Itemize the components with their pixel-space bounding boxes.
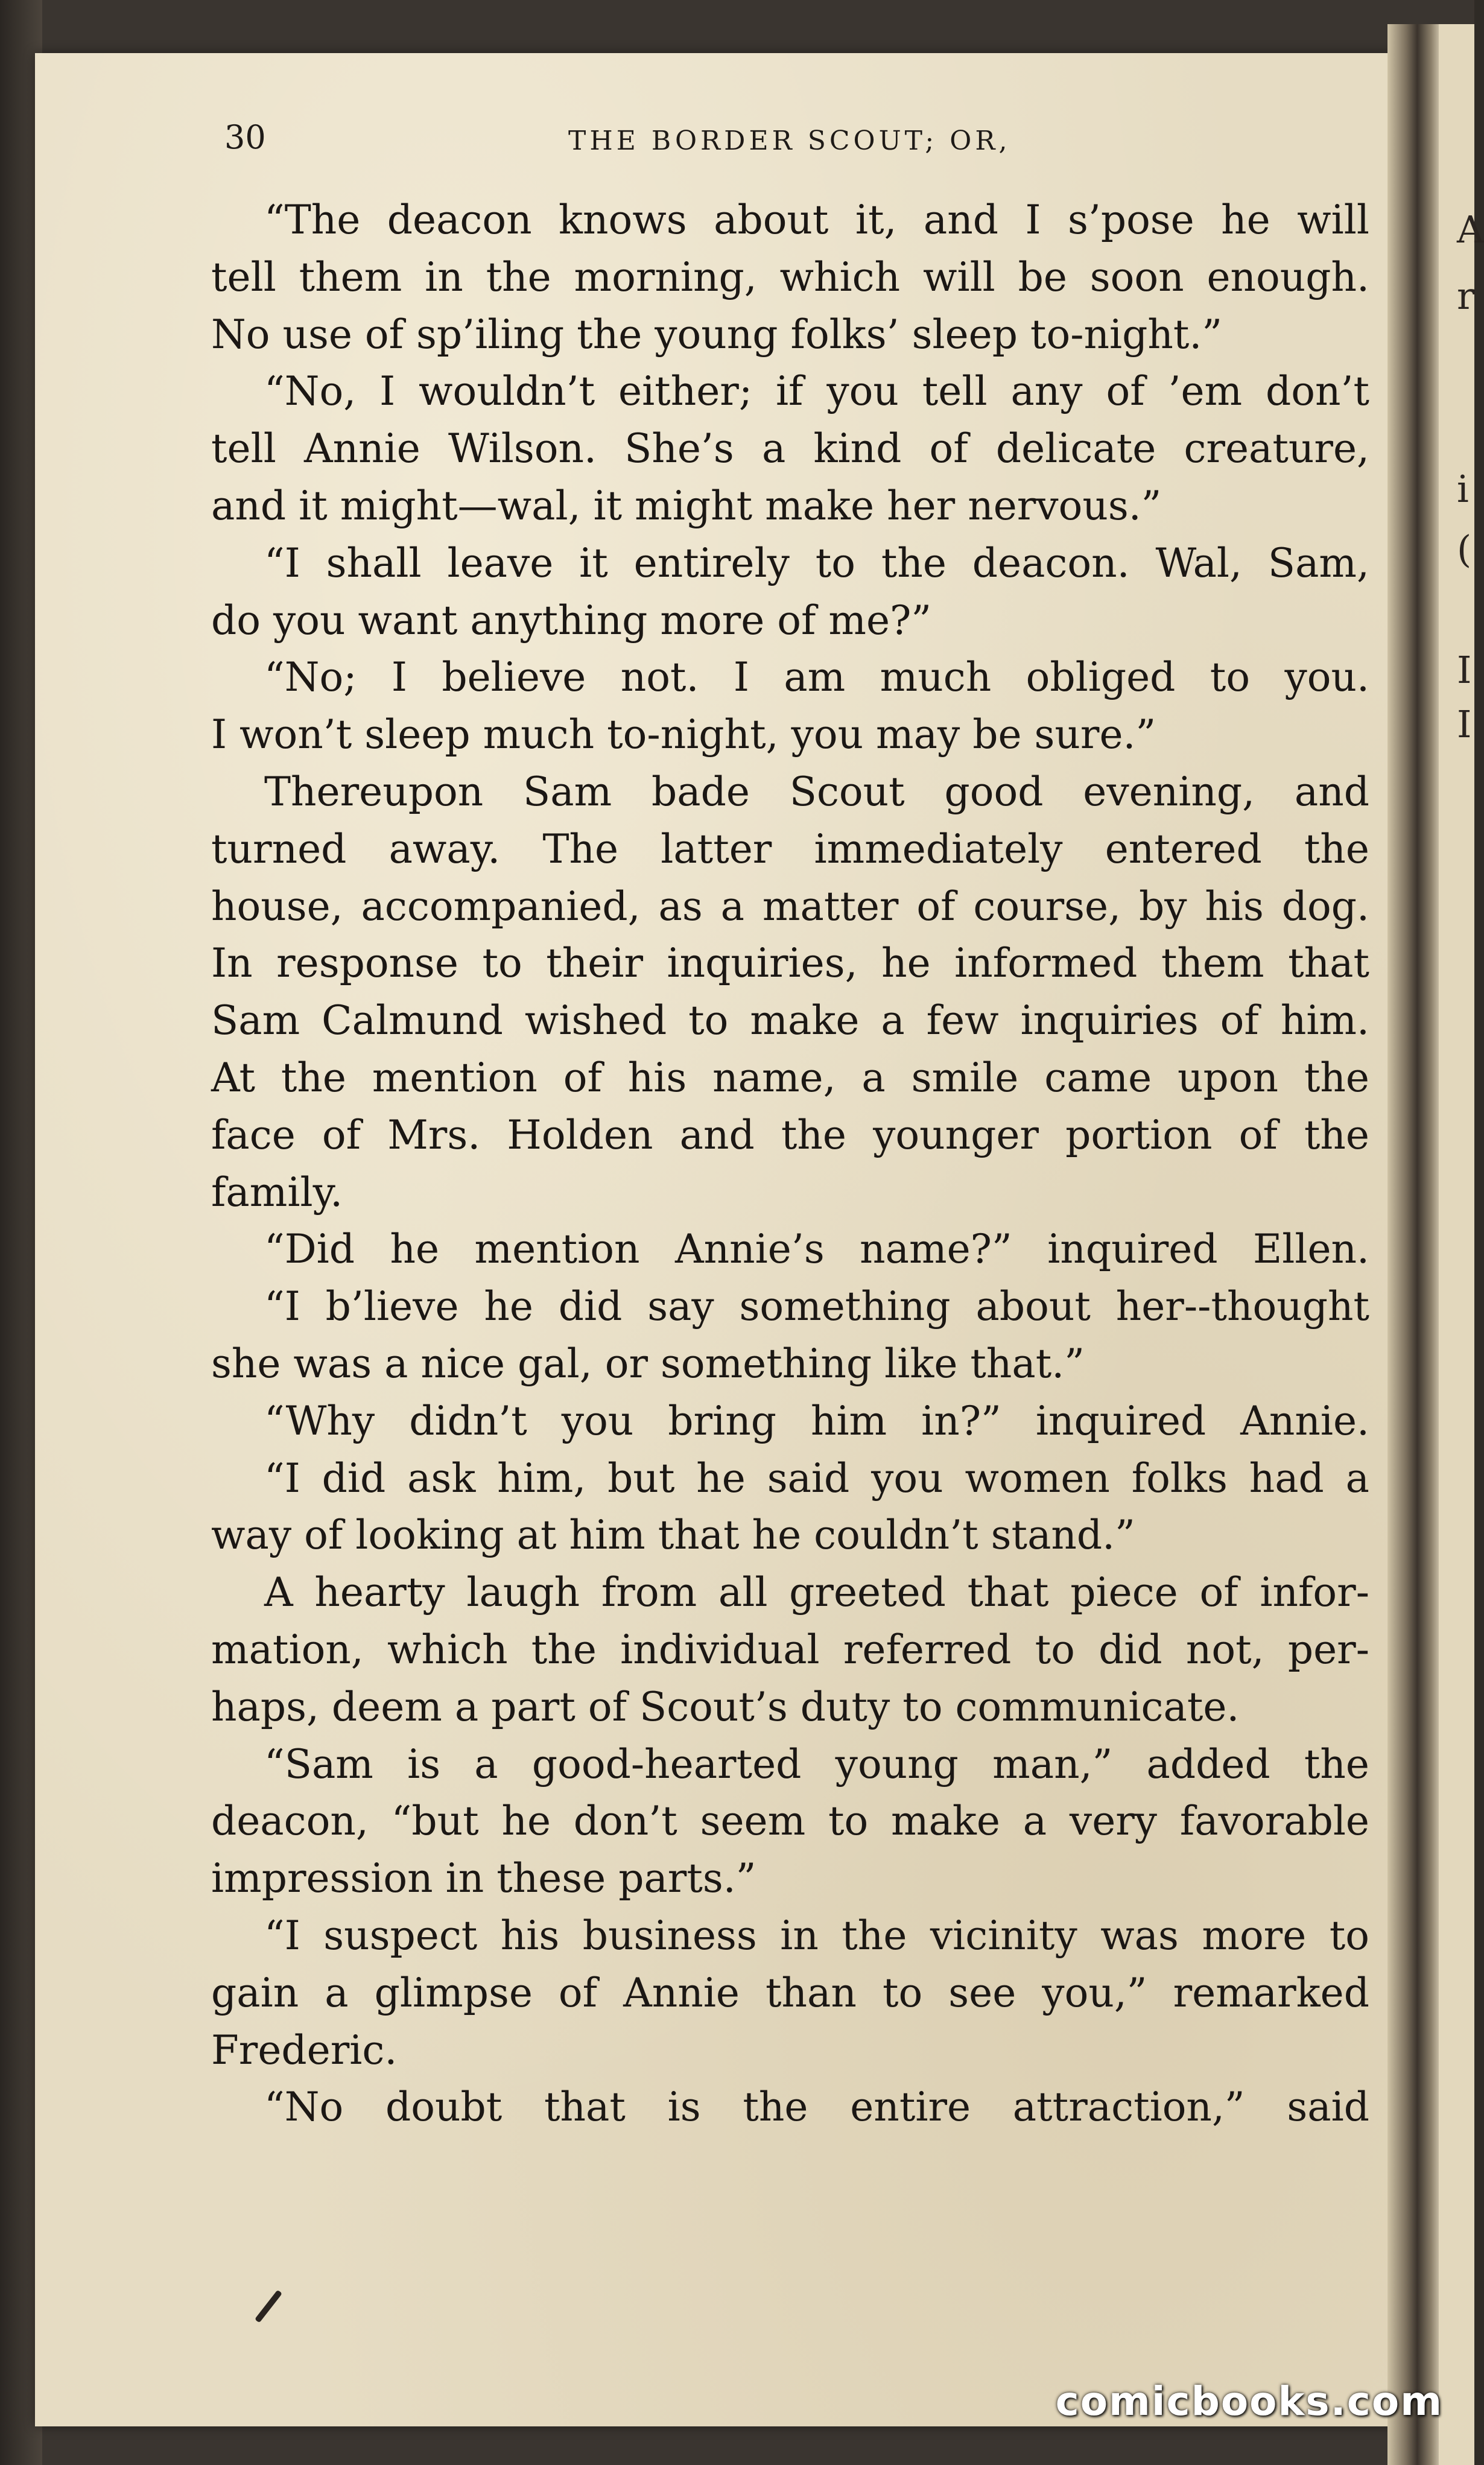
text-line: she was a nice gal, or something like that.” xyxy=(211,1340,1085,1387)
text-line: haps, deem a part of Scout’s duty to communicate. xyxy=(211,1683,1240,1730)
body-text xyxy=(211,192,1369,2136)
text-line: “I did ask him, but he said you women folks had a xyxy=(264,1455,1369,1502)
page-number: 30 xyxy=(224,118,266,156)
text-line: “No; I believe not. I am much obliged to you. xyxy=(264,654,1369,701)
text-line: “No doubt that is the entire attraction,” said xyxy=(264,2084,1369,2131)
text-line: face of Mrs. Holden and the younger portion of the xyxy=(211,1111,1369,1158)
text-line: I won’t sleep much to-night, you may be sure.” xyxy=(211,711,1156,758)
text-line: Thereupon Sam bade Scout good evening, and xyxy=(264,768,1369,815)
next-page-edge xyxy=(1439,24,1484,2465)
next-page-fragment: I xyxy=(1457,648,1472,692)
text-line: “Sam is a good-hearted young man,” added the xyxy=(264,1740,1369,1788)
page-header xyxy=(224,118,1371,167)
text-line: “I suspect his business in the vicinity was more to xyxy=(264,1912,1369,1959)
text-line: deacon, “but he don’t seem to make a very favorable xyxy=(211,1798,1369,1845)
running-head: THE BORDER SCOUT; OR, xyxy=(568,125,1011,156)
text-line: A hearty laugh from all greeted that piece of infor- xyxy=(264,1569,1369,1616)
next-page-fragment: i xyxy=(1457,467,1469,511)
text-line: “I shall leave it entirely to the deacon. Wal, Sam, xyxy=(264,539,1369,586)
text-line: Sam Calmund wished to make a few inquiries of him. xyxy=(211,997,1369,1044)
text-line: At the mention of his name, a smile came upon the xyxy=(211,1054,1369,1101)
next-page-fragment: ( xyxy=(1457,527,1472,571)
text-line: way of looking at him that he couldn’t stand.” xyxy=(211,1512,1135,1559)
text-line: “I b’lieve he did say something about her--thought xyxy=(264,1283,1369,1330)
text-line: turned away. The latter immediately entered the xyxy=(211,825,1369,872)
watermark: comicbooks.com xyxy=(1055,2378,1443,2425)
text-line: do you want anything more of me?” xyxy=(211,597,932,644)
text-line: gain a glimpse of Annie than to see you,” remarked xyxy=(211,1969,1369,2016)
text-line: Frederic. xyxy=(211,2026,398,2073)
text-line: “Why didn’t you bring him in?” inquired Annie. xyxy=(264,1397,1369,1444)
next-page-fragment: A xyxy=(1457,208,1484,252)
text-line: tell Annie Wilson. She’s a kind of delicate creature, xyxy=(211,425,1369,472)
text-line: “The deacon knows about it, and I s’pose he will xyxy=(264,197,1369,243)
text-line: “No, I wouldn’t either; if you tell any of ’em don’t xyxy=(264,368,1369,415)
text-line: No use of sp’iling the young folks’ sleep to-night.” xyxy=(211,311,1223,358)
text-line: “Did he mention Annie’s name?” inquired Ellen. xyxy=(264,1226,1369,1273)
book-gutter xyxy=(1387,24,1442,2465)
text-line: mation, which the individual referred to did not, per- xyxy=(211,1626,1369,1673)
text-line: and it might—wal, it might make her nervous.” xyxy=(211,482,1162,529)
text-line: house, accompanied, as a matter of course, by his dog. xyxy=(211,883,1369,930)
next-page-fragment: r xyxy=(1457,274,1475,318)
text-line: impression in these parts.” xyxy=(211,1855,756,1902)
text-line: tell them in the morning, which will be soon enough. xyxy=(211,253,1369,300)
text-line: In response to their inquiries, he informed them that xyxy=(211,940,1369,987)
next-page-fragment: I xyxy=(1457,702,1472,746)
text-line: family. xyxy=(211,1169,343,1216)
